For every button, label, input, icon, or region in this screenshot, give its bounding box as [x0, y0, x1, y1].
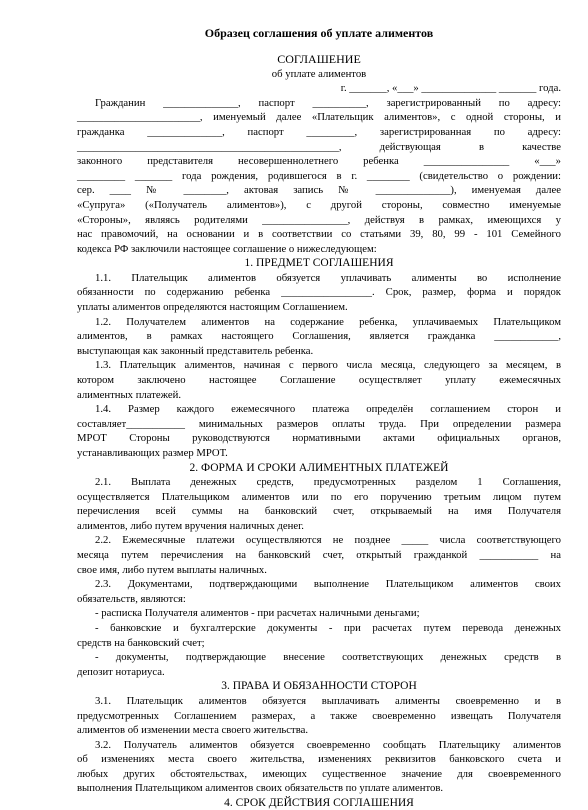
document-title: Образец соглашения об уплате алиментов — [204, 26, 434, 40]
text-line: 3.1. Плательщик алиментов обязуется выплачивать алименты своевременно и в — [95, 694, 561, 707]
text-line: месяца путем перечисления на банковский счет, открытый гражданкой ___________ на — [77, 549, 561, 561]
text-line: выполнения Плательщиком алиментов своих обязательств по уплате алиментов. — [77, 782, 444, 795]
text-line: обязанности по содержанию ребенка _________________. Срок, размер, форма и порядок — [77, 286, 561, 299]
text-line: «Супруга» («Получатель алиментов»), с другой стороны, совместно именуемые — [77, 198, 561, 211]
text-line: обязательств, являются: — [77, 592, 186, 605]
text-line: 3.2. Получатель алиментов обязуется своевременно сообщать Плательщику алиментов — [95, 738, 561, 751]
text-line: алиментов об изменении места своего жительства. — [77, 724, 309, 737]
text-line: МРОТ Стороны руководствуются нормативными актами официальных органов, — [77, 432, 561, 445]
text-line: 2.2. Ежемесячные платежи осуществляются не позднее _____ числа соответствующего — [95, 534, 561, 547]
text-line: депозит нотариуса. — [77, 665, 165, 678]
text-line: Гражданин ______________, паспорт __________, зарегистрированный по адресу: — [95, 96, 561, 109]
text-line: _________________________________________________, действующая в качестве — [77, 140, 561, 153]
text-line: предусмотренных Соглашением размерах, а также своевременно извещать Получателя — [77, 709, 561, 722]
text-line: об изменениях места своего жительства, изменениях реквизитов банковского счета и — [77, 753, 561, 766]
text-line: кодекса РФ заключили настоящее соглашение о нижеследующем: — [77, 242, 377, 255]
section-heading: 3. ПРАВА И ОБЯЗАННОСТИ СТОРОН — [221, 680, 417, 693]
text-line: составляет___________ минимальных размеров оплаты труда. При определении размера — [77, 417, 561, 430]
agreement-subheading: об уплате алиментов — [271, 67, 367, 80]
text-line: законного представителя несовершеннолетнего ребенка ________________ «___» — [77, 155, 561, 168]
text-line: 1.1. Плательщик алиментов обязуется уплачивать алименты во исполнение — [95, 271, 561, 284]
text-line: осуществляется Плательщиком алиментов или по его поручению третьим лицом путем — [77, 490, 561, 503]
text-line: 1.3. Плательщик алиментов, начиная с первого числа месяца, следующего за месяцем, в — [95, 359, 561, 372]
text-line: алиментов, в рамках настоящего Соглашения, является гражданка ____________, — [77, 330, 561, 343]
text-line: 1.2. Получателем алиментов на содержание ребенка, уплачиваемых Плательщиком — [95, 315, 561, 328]
text-line: нас правомочий, на основании и в соответствии со статьями 39, 80, 99 - 101 Семейного — [77, 228, 561, 241]
text-line: «Стороны», являясь родителями ________________, действуя в рамках, имеющихся у — [77, 213, 561, 226]
text-line: выступающая как законный представитель ребенка. — [77, 344, 314, 357]
text-line: _________ _______ года рождения, родившегося в г. ________ (свидетельство о рождении: — [77, 169, 561, 182]
text-line: алиментных платежей. — [77, 388, 182, 401]
document-page — [77, 0, 561, 810]
agreement-heading: СОГЛАШЕНИЕ — [277, 52, 361, 66]
text-line: сер. ____ № ________, актовая запись № ______________), именуемая далее — [77, 184, 561, 197]
text-line: средств на банковский счет; — [77, 636, 205, 649]
text-line: алиментов, либо путем вручения наличных денег. — [77, 519, 304, 532]
text-line: - расписка Получателя алиментов - при расчетах наличными деньгами; — [95, 607, 420, 620]
section-heading: 4. СРОК ДЕЙСТВИЯ СОГЛАШЕНИЯ — [224, 797, 414, 809]
text-line: 2.3. Документами, подтверждающими выполнение Плательщиком алиментов своих — [95, 578, 561, 591]
text-line: гражданка ______________, паспорт _________, зарегистрированная по адресу: — [77, 125, 561, 138]
text-line: свое имя, либо путем выплаты наличных. — [77, 563, 267, 576]
section-heading: 1. ПРЕДМЕТ СОГЛАШЕНИЯ — [244, 257, 394, 270]
text-line: устанавливающих размер МРОТ. — [77, 446, 228, 459]
text-line: уплаты алиментов определяются настоящим Соглашением. — [77, 301, 348, 313]
text-line: 2.1. Выплата денежных средств, предусмотренных разделом 1 Соглашения, — [95, 476, 561, 489]
place-date-line: г. _______, «___» ______________ _______ года. — [340, 82, 561, 95]
text-line: - банковские и бухгалтерские документы - при расчетах путем перевода денежных — [95, 621, 561, 634]
text-line: 1.4. Размер каждого ежемесячного платежа определён соглашением сторон и — [95, 403, 561, 416]
text-line: - документы, подтверждающие внесение соответствующих денежных средств в — [95, 651, 561, 664]
section-heading: 2. ФОРМА И СРОКИ АЛИМЕНТНЫХ ПЛАТЕЖЕЙ — [189, 461, 449, 474]
text-line: _______________________, именуемый далее «Плательщик алиментов», с одной стороны, и — [77, 111, 561, 124]
text-line: перечисления всей суммы на банковский счет, открываемый на имя Получателя — [77, 505, 561, 518]
text-line: любых других обстоятельствах, имеющих существенное значение для своевременного — [77, 767, 561, 780]
text-line: котором заключено настоящее Соглашение осуществляет уплату ежемесячных — [77, 373, 561, 386]
